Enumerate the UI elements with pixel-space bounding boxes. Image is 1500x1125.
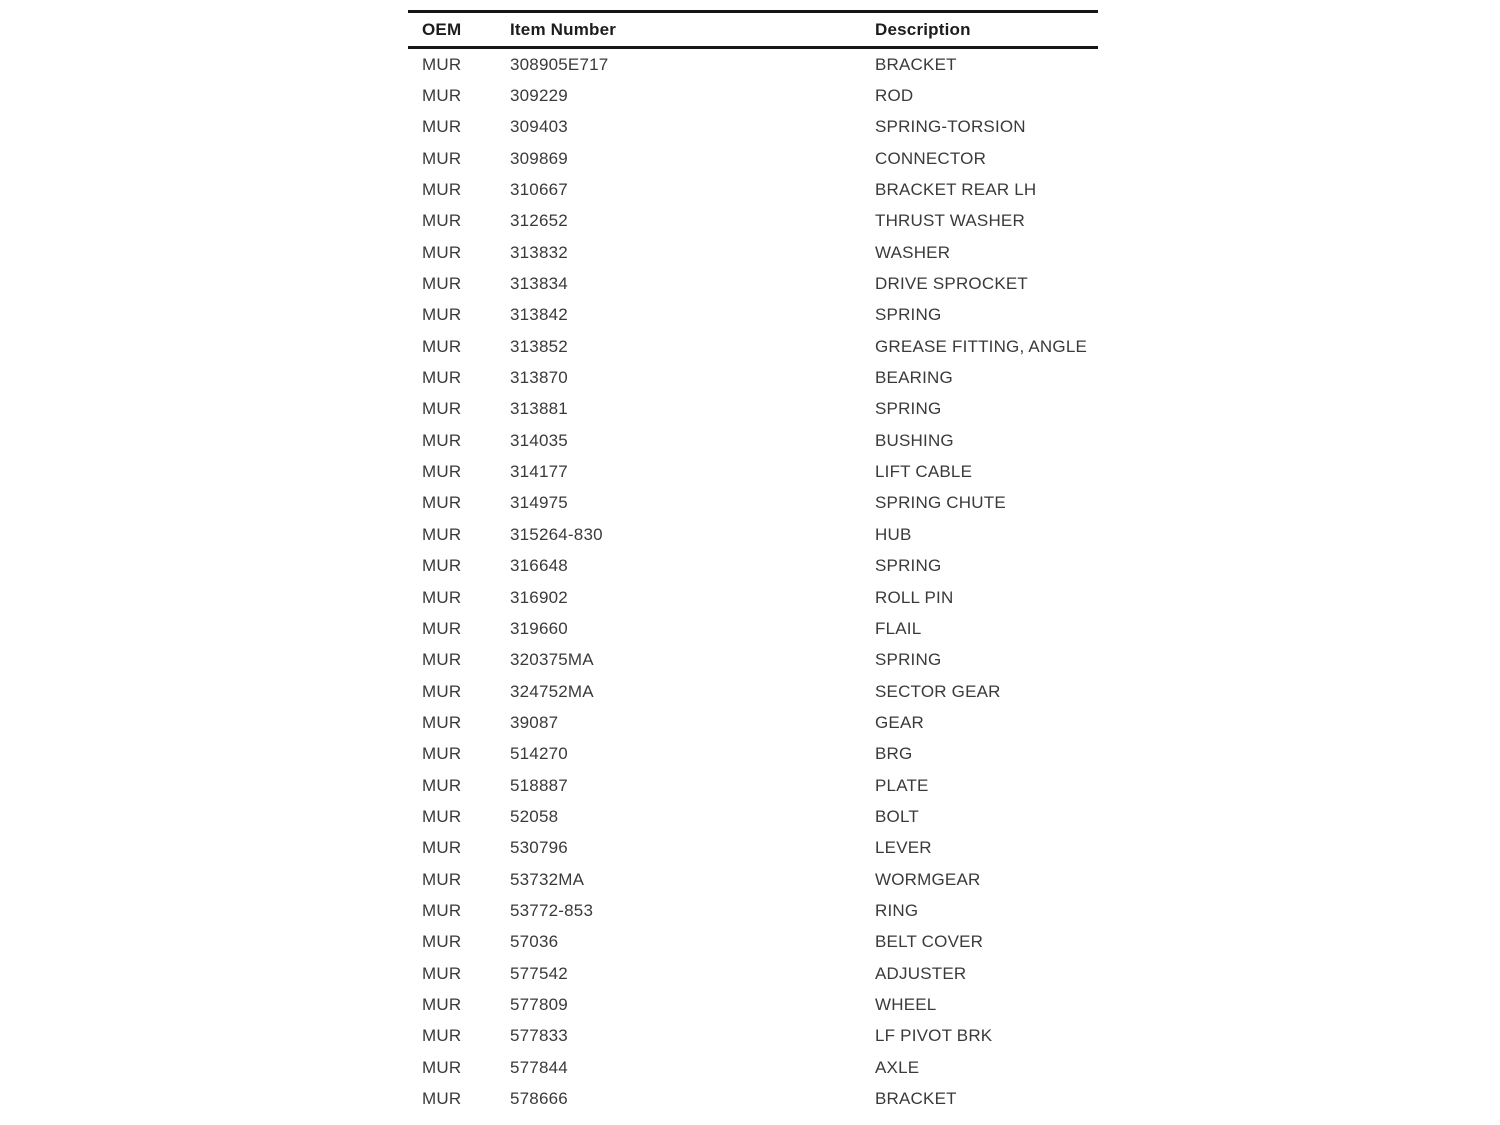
cell-description: BUSHING xyxy=(875,430,954,450)
table-row xyxy=(408,456,1098,487)
cell-item-number: 309229 xyxy=(510,86,568,106)
table-row xyxy=(408,49,1098,80)
cell-oem: MUR xyxy=(422,869,462,889)
cell-oem: MUR xyxy=(422,305,462,325)
cell-description: FLAIL xyxy=(875,618,922,638)
cell-oem: MUR xyxy=(422,1057,462,1077)
cell-item-number: 324752MA xyxy=(510,681,594,701)
cell-description: RING xyxy=(875,900,919,920)
cell-description: HUB xyxy=(875,524,912,544)
cell-description: BOLT xyxy=(875,806,919,826)
cell-item-number: 309403 xyxy=(510,117,568,137)
table-row xyxy=(408,895,1098,926)
cell-item-number: 518887 xyxy=(510,775,568,795)
cell-oem: MUR xyxy=(422,368,462,388)
table-row xyxy=(408,362,1098,393)
table-row xyxy=(408,864,1098,895)
cell-item-number: 313842 xyxy=(510,305,568,325)
cell-oem: MUR xyxy=(422,556,462,576)
cell-description: BELT COVER xyxy=(875,932,984,952)
cell-description: ROD xyxy=(875,86,914,106)
cell-oem: MUR xyxy=(422,493,462,513)
cell-item-number: 577833 xyxy=(510,1026,568,1046)
cell-oem: MUR xyxy=(422,838,462,858)
cell-oem: MUR xyxy=(422,1089,462,1109)
cell-item-number: 316648 xyxy=(510,556,568,576)
cell-oem: MUR xyxy=(422,712,462,732)
table-header-row xyxy=(408,13,1098,46)
cell-item-number: 320375MA xyxy=(510,650,594,670)
table-row xyxy=(408,488,1098,519)
cell-item-number: 577809 xyxy=(510,994,568,1014)
cell-item-number: 313881 xyxy=(510,399,568,419)
cell-item-number: 312652 xyxy=(510,211,568,231)
cell-item-number: 53772-853 xyxy=(510,900,594,920)
cell-oem: MUR xyxy=(422,117,462,137)
cell-oem: MUR xyxy=(422,744,462,764)
cell-oem: MUR xyxy=(422,430,462,450)
cell-oem: MUR xyxy=(422,399,462,419)
table-row xyxy=(408,770,1098,801)
cell-item-number: 52058 xyxy=(510,806,559,826)
cell-item-number: 577844 xyxy=(510,1057,568,1077)
cell-oem: MUR xyxy=(422,180,462,200)
cell-description: BRACKET REAR LH xyxy=(875,180,1037,200)
table-row xyxy=(408,801,1098,832)
cell-description: AXLE xyxy=(875,1057,920,1077)
cell-oem: MUR xyxy=(422,994,462,1014)
table-row xyxy=(408,927,1098,958)
table-row xyxy=(408,833,1098,864)
cell-item-number: 39087 xyxy=(510,712,559,732)
cell-description: WASHER xyxy=(875,242,951,262)
cell-description: BRACKET xyxy=(875,1089,957,1109)
table-row xyxy=(408,237,1098,268)
cell-oem: MUR xyxy=(422,932,462,952)
cell-description: GREASE FITTING, ANGLE xyxy=(875,336,1088,356)
cell-oem: MUR xyxy=(422,274,462,294)
cell-description: CONNECTOR xyxy=(875,148,987,168)
cell-description: SPRING CHUTE xyxy=(875,493,1006,513)
cell-item-number: 314975 xyxy=(510,493,568,513)
cell-item-number: 313834 xyxy=(510,274,568,294)
column-header-oem: OEM xyxy=(422,19,462,39)
cell-description: BRG xyxy=(875,744,913,764)
cell-oem: MUR xyxy=(422,524,462,544)
cell-description: GEAR xyxy=(875,712,924,732)
cell-item-number: 313870 xyxy=(510,368,568,388)
cell-description: WORMGEAR xyxy=(875,869,981,889)
table-row xyxy=(408,143,1098,174)
cell-description: SPRING xyxy=(875,305,942,325)
cell-description: SPRING xyxy=(875,650,942,670)
cell-oem: MUR xyxy=(422,1026,462,1046)
cell-description: PLATE xyxy=(875,775,929,795)
cell-oem: MUR xyxy=(422,86,462,106)
table-row xyxy=(408,425,1098,456)
table-row xyxy=(408,174,1098,205)
table-row xyxy=(408,958,1098,989)
cell-description: SPRING xyxy=(875,399,942,419)
cell-item-number: 314177 xyxy=(510,462,568,482)
table-row xyxy=(408,613,1098,644)
cell-oem: MUR xyxy=(422,211,462,231)
cell-oem: MUR xyxy=(422,618,462,638)
table-row xyxy=(408,112,1098,143)
cell-item-number: 514270 xyxy=(510,744,568,764)
cell-oem: MUR xyxy=(422,587,462,607)
table-row xyxy=(408,739,1098,770)
table-row xyxy=(408,206,1098,237)
table-row xyxy=(408,268,1098,299)
table-row xyxy=(408,1021,1098,1052)
cell-item-number: 316902 xyxy=(510,587,568,607)
cell-oem: MUR xyxy=(422,336,462,356)
column-header-item-number: Item Number xyxy=(510,19,617,39)
table-rows xyxy=(408,49,1098,1115)
cell-item-number: 319660 xyxy=(510,618,568,638)
cell-description: LIFT CABLE xyxy=(875,462,973,482)
cell-item-number: 310667 xyxy=(510,180,568,200)
cell-item-number: 308905E717 xyxy=(510,54,609,74)
table-row xyxy=(408,519,1098,550)
cell-item-number: 577542 xyxy=(510,963,568,983)
table-row xyxy=(408,676,1098,707)
table-row xyxy=(408,300,1098,331)
cell-description: ROLL PIN xyxy=(875,587,954,607)
cell-item-number: 530796 xyxy=(510,838,568,858)
cell-oem: MUR xyxy=(422,806,462,826)
parts-table xyxy=(408,10,1098,1115)
cell-oem: MUR xyxy=(422,148,462,168)
cell-item-number: 313832 xyxy=(510,242,568,262)
column-header-description: Description xyxy=(875,19,971,39)
cell-description: THRUST WASHER xyxy=(875,211,1025,231)
table-row xyxy=(408,551,1098,582)
cell-oem: MUR xyxy=(422,963,462,983)
cell-item-number: 313852 xyxy=(510,336,568,356)
cell-description: LF PIVOT BRK xyxy=(875,1026,993,1046)
cell-description: SPRING xyxy=(875,556,942,576)
cell-item-number: 315264-830 xyxy=(510,524,603,544)
cell-item-number: 309869 xyxy=(510,148,568,168)
cell-item-number: 53732MA xyxy=(510,869,585,889)
cell-oem: MUR xyxy=(422,462,462,482)
table-row xyxy=(408,989,1098,1020)
table-row xyxy=(408,1052,1098,1083)
cell-oem: MUR xyxy=(422,54,462,74)
table-row xyxy=(408,1083,1098,1114)
cell-oem: MUR xyxy=(422,242,462,262)
cell-description: SECTOR GEAR xyxy=(875,681,1001,701)
table-row xyxy=(408,394,1098,425)
cell-oem: MUR xyxy=(422,900,462,920)
table-row xyxy=(408,707,1098,738)
cell-description: LEVER xyxy=(875,838,932,858)
cell-oem: MUR xyxy=(422,775,462,795)
table-row xyxy=(408,645,1098,676)
cell-item-number: 314035 xyxy=(510,430,568,450)
cell-description: DRIVE SPROCKET xyxy=(875,274,1028,294)
cell-oem: MUR xyxy=(422,681,462,701)
cell-description: SPRING-TORSION xyxy=(875,117,1026,137)
cell-description: BEARING xyxy=(875,368,953,388)
cell-description: ADJUSTER xyxy=(875,963,967,983)
table-row xyxy=(408,582,1098,613)
cell-oem: MUR xyxy=(422,650,462,670)
cell-item-number: 578666 xyxy=(510,1089,568,1109)
cell-description: BRACKET xyxy=(875,54,957,74)
table-row xyxy=(408,80,1098,111)
table-row xyxy=(408,331,1098,362)
cell-item-number: 57036 xyxy=(510,932,559,952)
cell-description: WHEEL xyxy=(875,994,937,1014)
